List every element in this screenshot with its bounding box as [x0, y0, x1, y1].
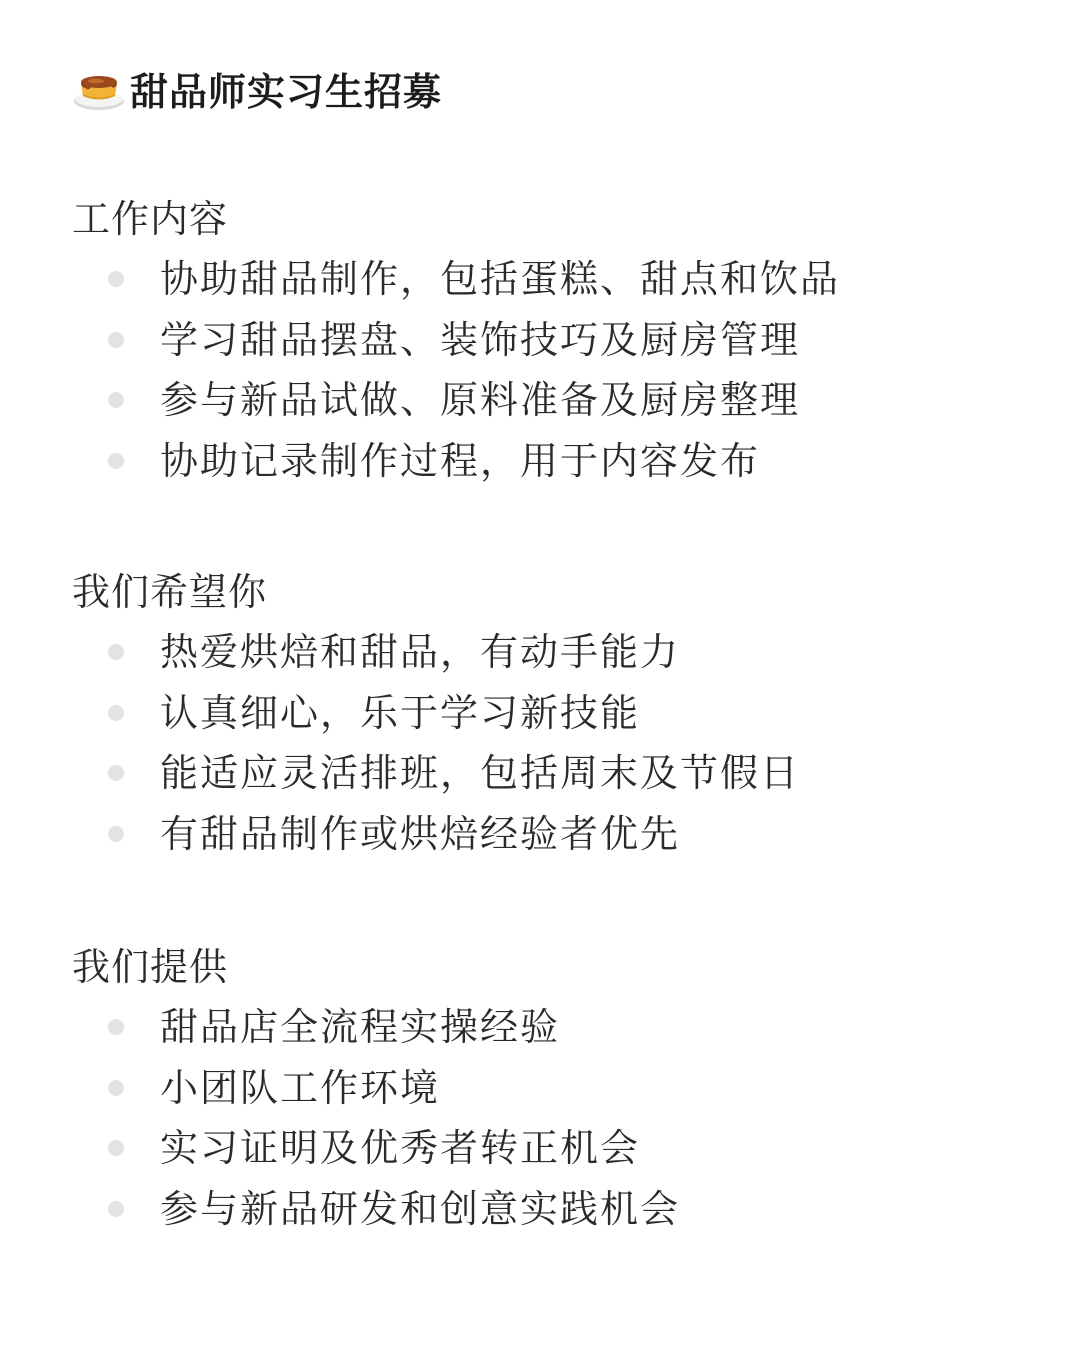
list-item-text: 协助甜品制作，包括蛋糕、甜点和饮品 [160, 257, 841, 301]
page-title: 甜品师实习生招募 [130, 69, 443, 114]
list-item [72, 743, 801, 804]
list-item [72, 1118, 641, 1179]
list-item [72, 249, 841, 310]
list-item-text: 小团队工作环境 [160, 1065, 441, 1110]
bullet-dot-icon [108, 1201, 124, 1217]
list-item-text: 参与新品试做、原料准备及厨房整理 [160, 378, 801, 422]
list-item-text: 协助记录制作过程，用于内容发布 [160, 438, 761, 483]
list-item [72, 370, 801, 431]
list-item-text: 能适应灵活排班，包括周末及节假日 [160, 751, 801, 795]
section-job-duties [72, 189, 841, 491]
bullet-dot-icon [108, 705, 124, 721]
list-item [72, 1058, 441, 1119]
custard-pudding-icon [72, 61, 126, 115]
bullet-list [72, 622, 801, 864]
list-item-text: 实习证明及优秀者转正机会 [160, 1126, 641, 1170]
bullet-dot-icon [108, 271, 124, 287]
section-heading: 我们提供 [72, 945, 229, 989]
list-item-text: 甜品店全流程实操经验 [160, 1005, 561, 1049]
bullet-dot-icon [108, 1140, 124, 1156]
list-item-text: 热爱烘焙和甜品，有动手能力 [160, 630, 681, 674]
bullet-list [72, 249, 841, 491]
list-item [72, 1179, 681, 1240]
bullet-dot-icon [108, 1019, 124, 1035]
list-item [72, 310, 801, 371]
bullet-dot-icon [108, 392, 124, 408]
title-row [72, 58, 442, 118]
section-heading: 我们希望你 [72, 570, 268, 614]
list-item [72, 622, 681, 683]
bullet-dot-icon [108, 826, 124, 842]
section-heading: 工作内容 [72, 197, 229, 241]
bullet-dot-icon [108, 332, 124, 348]
list-item [72, 431, 761, 492]
bullet-list [72, 997, 681, 1239]
list-item [72, 997, 561, 1058]
list-item [72, 804, 681, 865]
bullet-dot-icon [108, 1080, 124, 1096]
bullet-dot-icon [108, 765, 124, 781]
section-requirements [72, 562, 801, 864]
bullet-dot-icon [108, 644, 124, 660]
list-item-text: 有甜品制作或烘焙经验者优先 [160, 811, 681, 856]
list-item [72, 683, 641, 744]
section-benefits [72, 937, 681, 1239]
list-item-text: 参与新品研发和创意实践机会 [160, 1186, 681, 1231]
bullet-dot-icon [108, 453, 124, 469]
list-item-text: 认真细心，乐于学习新技能 [160, 690, 641, 735]
list-item-text: 学习甜品摆盘、装饰技巧及厨房管理 [160, 317, 801, 362]
